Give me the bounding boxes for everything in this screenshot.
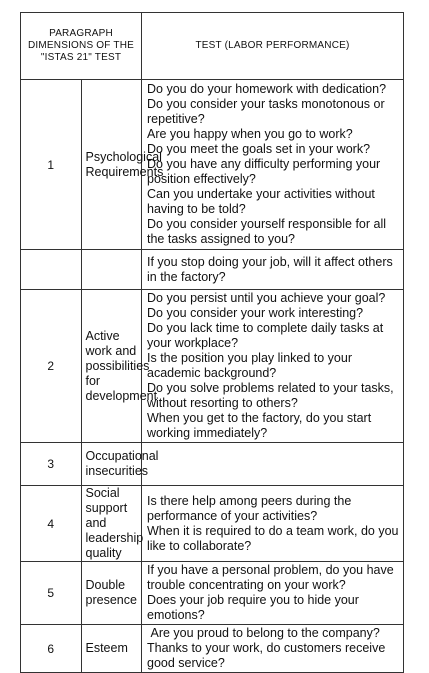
row-number: 2: [21, 290, 82, 443]
dimension-name: Active work and possibilities for development: [81, 290, 142, 443]
question: Do you do your homework with dedication?: [147, 82, 387, 96]
question-list: [142, 562, 404, 625]
question: Are you proud to belong to the company?: [147, 626, 380, 640]
table-row: [21, 562, 404, 625]
question: If you stop doing your job, will it affect others in the factory?: [147, 254, 393, 284]
question-list: [142, 290, 404, 443]
question: Do you have any difficulty performing your position effectively?: [147, 157, 381, 186]
question: Is there help among peers during the performance of your activities?: [147, 493, 352, 523]
row-number: 3: [21, 443, 82, 486]
question: Do you consider yourself responsible for all the tasks assigned to you?: [147, 217, 387, 246]
table-row: [21, 290, 404, 443]
dimension-name: Psychological Requirements: [81, 80, 142, 250]
row-number: 6: [21, 625, 82, 673]
question-list: [142, 250, 404, 290]
question: Thanks to your work, do customers receive good service?: [147, 641, 386, 670]
dimension-name: Double presence: [81, 562, 142, 625]
question: Does your job require you to hide your emotions?: [147, 593, 359, 622]
question-list: [142, 625, 404, 673]
dimension-name: [81, 250, 142, 290]
table-row: [21, 625, 404, 673]
question-list: [142, 80, 404, 250]
istas-table: [20, 12, 404, 673]
question: Do you lack time to complete daily tasks at your workplace?: [147, 321, 384, 350]
table-row: [21, 486, 404, 562]
question: Do you solve problems related to your tasks, without resorting to others?: [147, 381, 394, 410]
question: If you have a personal problem, do you have trouble concentrating on your work?: [147, 563, 394, 592]
question: Do you persist until you achieve your goal?: [147, 291, 386, 305]
question: When you get to the factory, do you start working immediately?: [147, 411, 372, 440]
dimension-name: Occupational insecurities: [81, 443, 142, 486]
question: Are you happy when you go to work?: [147, 127, 353, 141]
row-number: [21, 250, 82, 290]
table-row: [21, 250, 404, 290]
header-row: [21, 13, 404, 80]
question: Do you consider your tasks monotonous or repetitive?: [147, 97, 385, 126]
header-test: TEST (LABOR PERFORMANCE): [142, 13, 404, 80]
question: Do you consider your work interesting?: [147, 306, 364, 320]
question: When it is required to do a team work, do you like to collaborate?: [147, 523, 399, 553]
question-list: [142, 486, 404, 562]
dimension-name: Social support and leadership quality: [81, 486, 142, 562]
dimension-name: Esteem: [81, 625, 142, 673]
question: Is the position you play linked to your academic background?: [147, 351, 352, 380]
question-list: [142, 443, 404, 486]
question: Do you meet the goals set in your work?: [147, 142, 371, 156]
row-number: 1: [21, 80, 82, 250]
row-number: 4: [21, 486, 82, 562]
question: Can you undertake your activities without having to be told?: [147, 187, 375, 216]
header-dimensions: PARAGRAPH DIMENSIONS OF THE "ISTAS 21" TEST: [21, 13, 142, 80]
table-row: [21, 443, 404, 486]
table-row: [21, 80, 404, 250]
row-number: 5: [21, 562, 82, 625]
